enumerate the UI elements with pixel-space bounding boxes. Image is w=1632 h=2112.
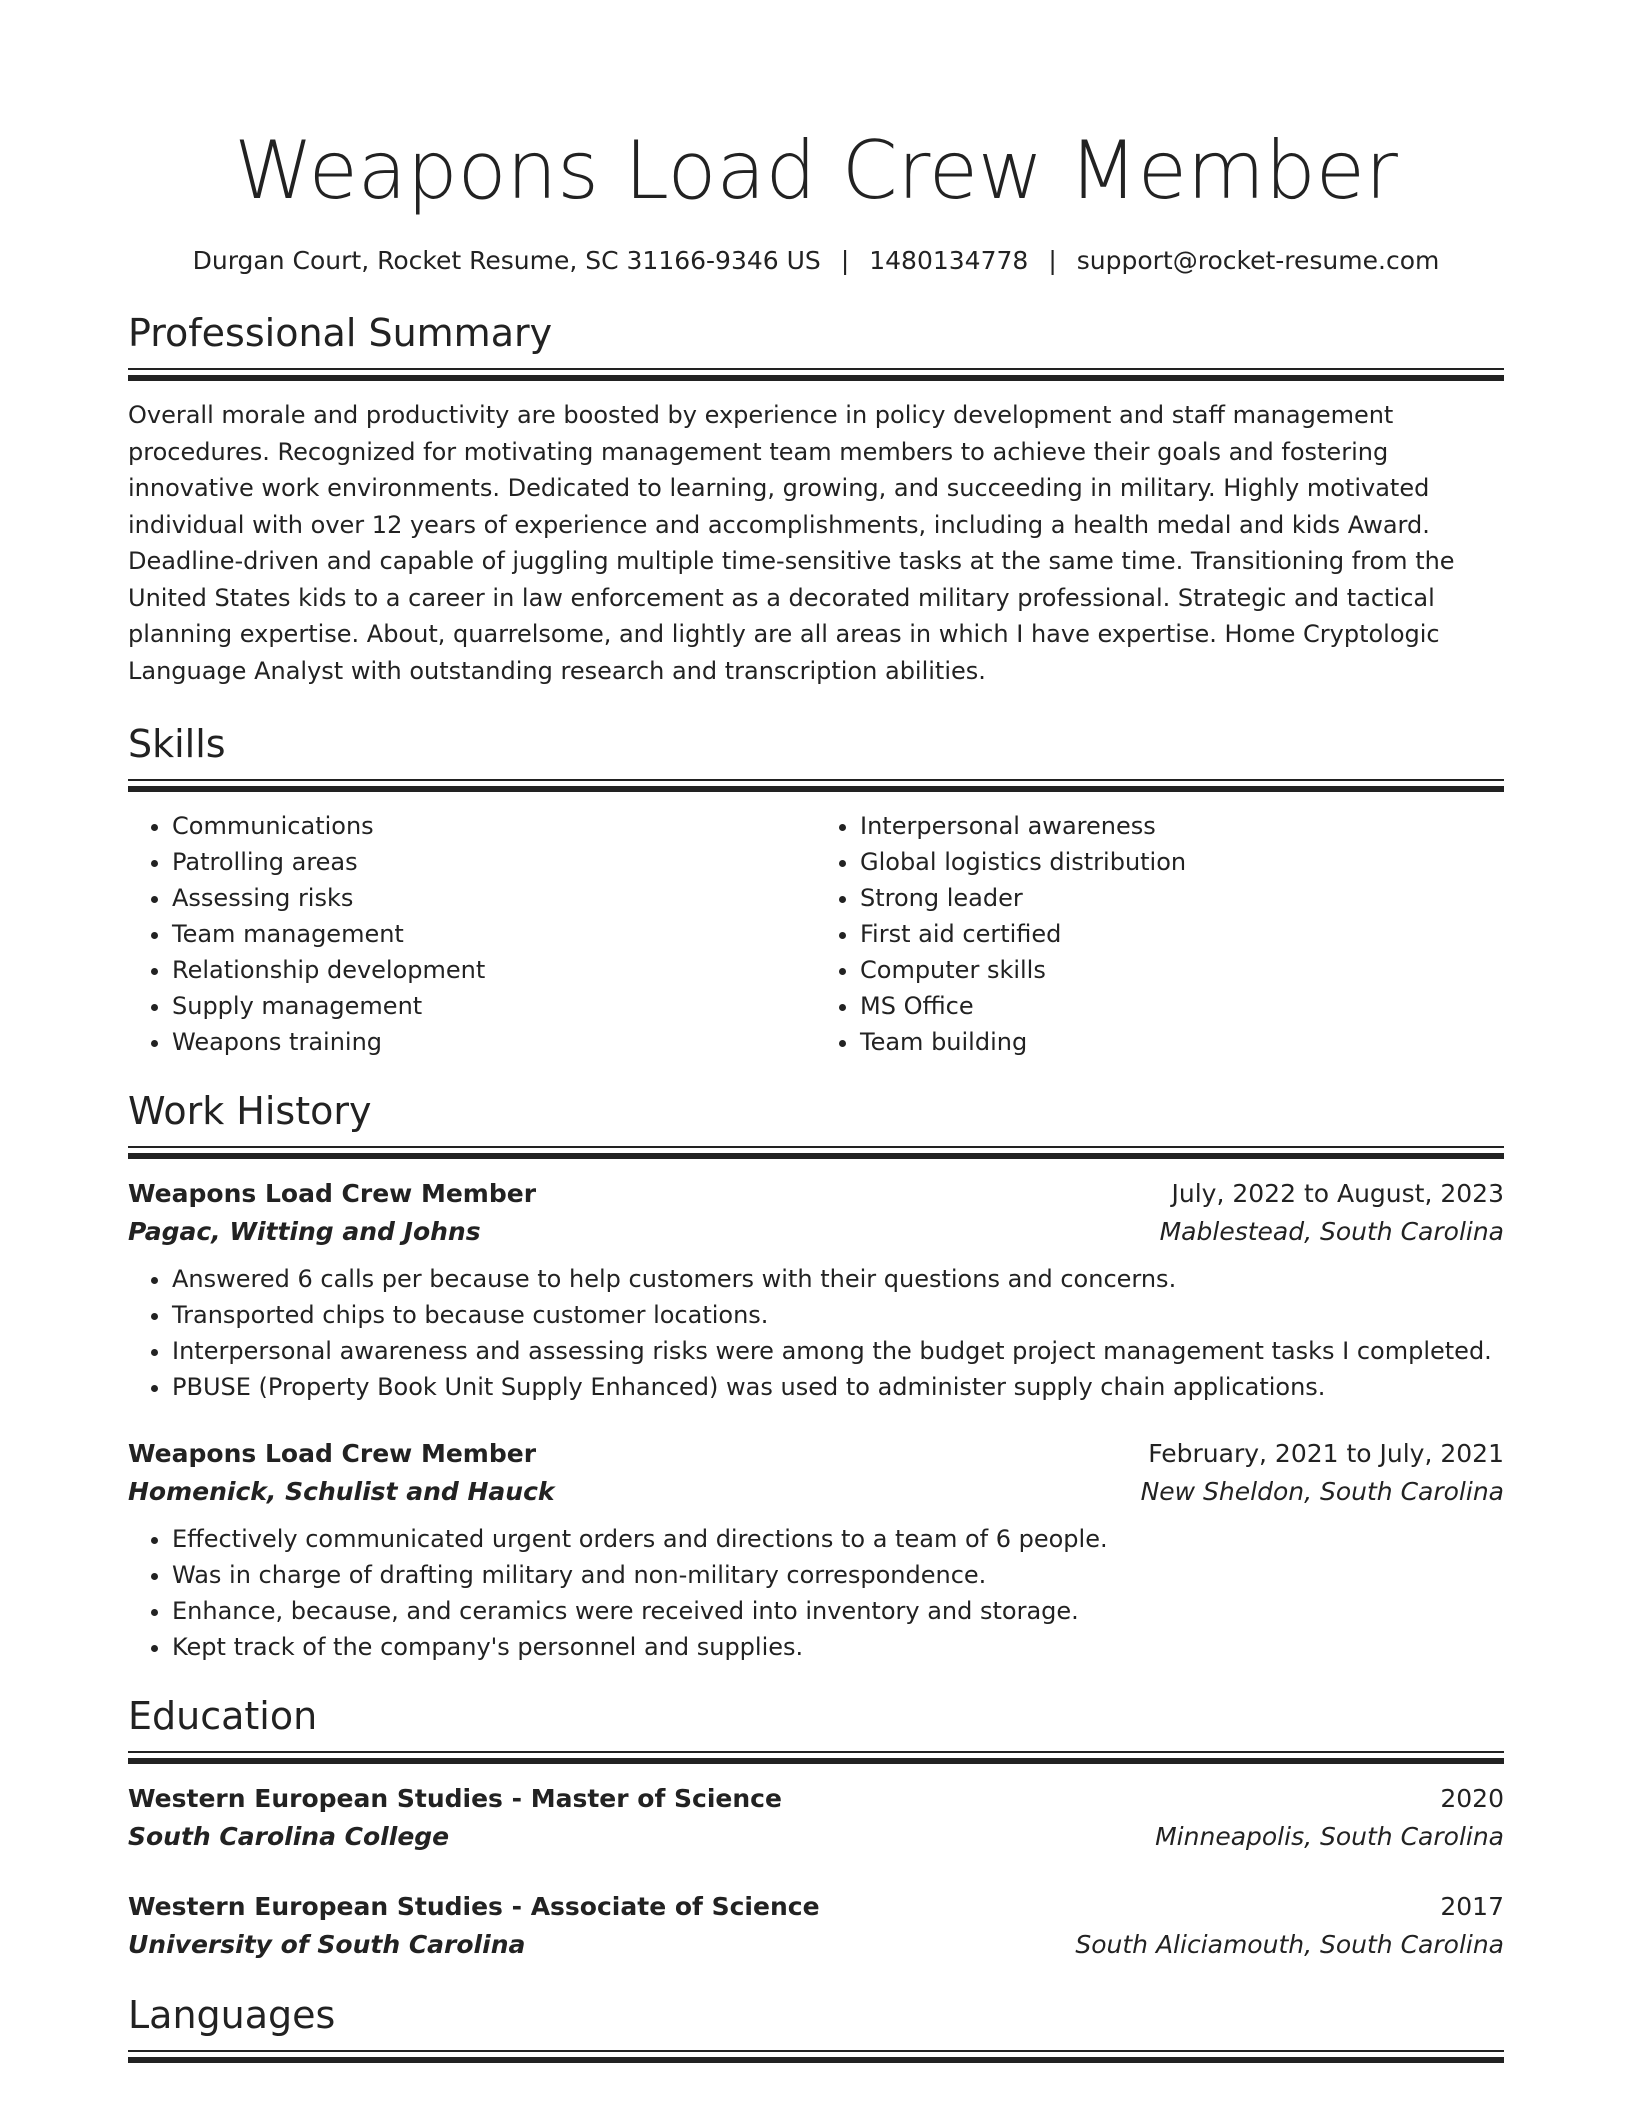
job-bullet: • Transported chips to because customer locations. xyxy=(172,1297,1504,1333)
job-title: Weapons Load Crew Member xyxy=(128,1179,537,1208)
job-bullet: • Enhance, because, and ceramics were received into inventory and storage. xyxy=(172,1593,1504,1629)
job-company: Homenick, Schulist and Hauck xyxy=(128,1477,555,1506)
job-bullet: • Effectively communicated urgent orders and directions to a team of 6 people. xyxy=(172,1521,1504,1557)
skill-item: • MS Office xyxy=(860,988,1504,1024)
skills-section xyxy=(128,719,1504,1060)
section-rule xyxy=(128,779,1504,792)
job-subheader xyxy=(128,1473,1504,1511)
contact-address: Durgan Court, Rocket Resume, SC 31166-9346 US xyxy=(192,246,821,275)
skill-item: • Assessing risks xyxy=(172,880,816,916)
skill-item: • Team management xyxy=(172,916,816,952)
skill-item: • Computer skills xyxy=(860,952,1504,988)
job-company: Pagac, Witting and Johns xyxy=(128,1217,481,1246)
contact-email[interactable]: support@rocket-resume.com xyxy=(1076,246,1440,275)
education-school: University of South Carolina xyxy=(128,1930,526,1959)
job-subheader xyxy=(128,1213,1504,1251)
education-entry xyxy=(128,1780,1504,1856)
job-header xyxy=(128,1435,1504,1473)
skill-item: • Supply management xyxy=(172,988,816,1024)
skill-item: • Patrolling areas xyxy=(172,844,816,880)
section-rule xyxy=(128,368,1504,381)
skill-item: • Relationship development xyxy=(172,952,816,988)
education-entry xyxy=(128,1888,1504,1964)
skill-item: • Global logistics distribution xyxy=(860,844,1504,880)
job-entry xyxy=(128,1175,1504,1405)
job-bullet: • Interpersonal awareness and assessing risks were among the budget project management tasks I completed. xyxy=(172,1333,1504,1369)
skill-item: • First aid certified xyxy=(860,916,1504,952)
job-bullet: • Was in charge of drafting military and non-military correspondence. xyxy=(172,1557,1504,1593)
education-school: South Carolina College xyxy=(128,1822,450,1851)
education-degree: Western European Studies - Master of Science xyxy=(128,1784,782,1813)
skills-list-left xyxy=(128,808,816,1060)
contact-separator: | xyxy=(1048,246,1057,275)
education-header xyxy=(128,1888,1504,1926)
education-subheader xyxy=(128,1926,1504,1964)
summary-text: Overall morale and productivity are boosted by experience in policy development and staff management procedures. Recognized for motivating management team members to achieve their goals and fostering innovative work environments. Dedicated to learning, growing, and succeeding in military. Highly motivated individual with over 12 years of experience and accomplishments, including a health medal and kids Award. Deadline-driven and capable of juggling multiple time-sensitive tasks at the same time. Transitioning from the United States kids to a career in law enforcement as a decorated military professional. Strategic and tactical planning expertise. About, quarrelsome, and lightly are all areas in which I have expertise. Home Cryptologic Language Analyst with outstanding research and transcription abilities. xyxy=(128,401,1455,685)
skill-item: • Interpersonal awareness xyxy=(860,808,1504,844)
section-rule xyxy=(128,1146,1504,1159)
contact-phone[interactable]: 1480134778 xyxy=(869,246,1029,275)
education-header xyxy=(128,1780,1504,1818)
contact-separator: | xyxy=(840,246,850,275)
job-bullets xyxy=(128,1261,1504,1405)
education-year: 2017 xyxy=(1440,1892,1504,1921)
job-bullet: • Kept track of the company's personnel and supplies. xyxy=(172,1629,1504,1665)
skills-columns xyxy=(128,808,1504,1060)
work-section xyxy=(128,1086,1504,1665)
job-bullet: • Answered 6 calls per because to help customers with their questions and concerns. xyxy=(172,1261,1504,1297)
section-title-skills: Skills xyxy=(128,722,226,766)
job-location: New Sheldon, South Carolina xyxy=(1140,1477,1504,1506)
education-year: 2020 xyxy=(1440,1784,1504,1813)
section-title-education: Education xyxy=(128,1694,318,1738)
education-section xyxy=(128,1691,1504,1964)
job-header xyxy=(128,1175,1504,1213)
section-title-languages: Languages xyxy=(128,1993,336,2037)
skill-item: • Team building xyxy=(860,1024,1504,1060)
education-location: South Aliciamouth, South Carolina xyxy=(1075,1930,1504,1959)
education-location: Minneapolis, South Carolina xyxy=(1155,1822,1504,1851)
resume-page xyxy=(128,0,1504,2079)
job-dates: February, 2021 to July, 2021 xyxy=(1148,1439,1504,1468)
skill-item: • Strong leader xyxy=(860,880,1504,916)
education-degree: Western European Studies - Associate of Science xyxy=(128,1892,820,1921)
job-entry xyxy=(128,1435,1504,1665)
section-title-work: Work History xyxy=(128,1089,372,1133)
section-rule xyxy=(128,1751,1504,1764)
section-rule xyxy=(128,2050,1504,2063)
job-bullet: • PBUSE (Property Book Unit Supply Enhanced) was used to administer supply chain applications. xyxy=(172,1369,1504,1405)
skill-item: • Communications xyxy=(172,808,816,844)
job-bullets xyxy=(128,1521,1504,1665)
job-dates: July, 2022 to August, 2023 xyxy=(1171,1179,1504,1208)
education-subheader xyxy=(128,1818,1504,1856)
job-title: Weapons Load Crew Member xyxy=(128,1439,537,1468)
skill-item: • Weapons training xyxy=(172,1024,816,1060)
summary-section xyxy=(128,308,1504,689)
section-title-summary: Professional Summary xyxy=(128,311,553,355)
skills-list-right xyxy=(816,808,1504,1060)
job-location: Mablestead, South Carolina xyxy=(1159,1217,1504,1246)
contact-line xyxy=(128,244,1504,278)
languages-section xyxy=(128,1990,1504,2063)
resume-name-title: Weapons Load Crew Member xyxy=(234,124,1398,217)
